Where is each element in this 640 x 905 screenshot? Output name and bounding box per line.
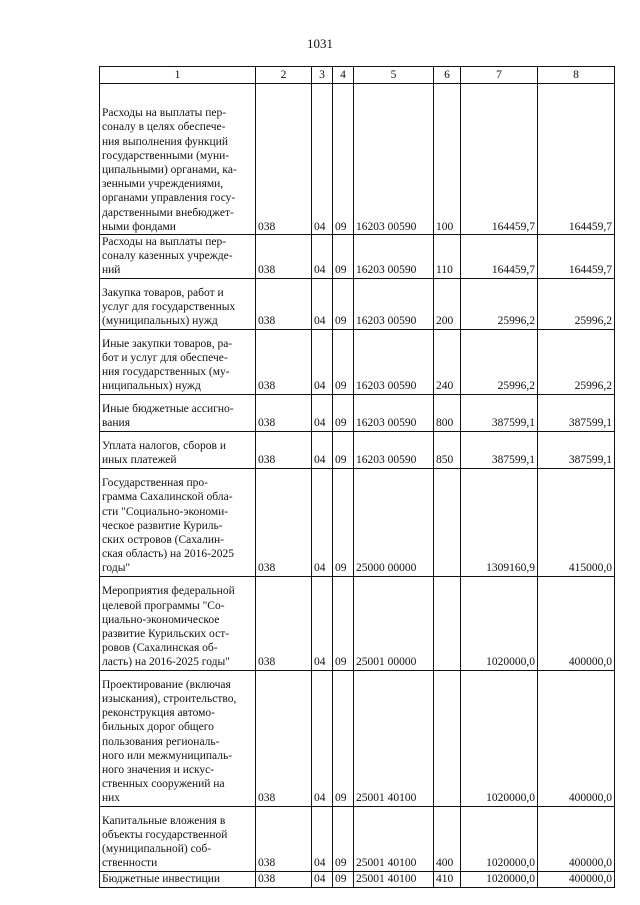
cell-sum-2: 400000,0 (538, 806, 615, 871)
cell-ministry-code: 038 (256, 329, 312, 394)
cell-target-article-code: 16203 00590 (354, 329, 434, 394)
cell-ministry-code: 038 (256, 576, 312, 670)
cell-section-code: 04 (312, 670, 333, 806)
cell-name: Государственная про- грамма Сахалинской обла- сти "Социально-экономи- ческое развитие Куриль- ских островов (Сахалин- ская область) на 2016-2025 годы" (100, 468, 256, 576)
cell-sum-2: 415000,0 (538, 468, 615, 576)
cell-sum-1: 387599,1 (461, 394, 538, 431)
cell-ministry-code: 038 (256, 806, 312, 871)
cell-sum-2: 387599,1 (538, 394, 615, 431)
cell-sum-1: 25996,2 (461, 278, 538, 329)
table-row (100, 576, 615, 670)
header-cell-sum-1: 7 (461, 67, 538, 84)
page-number: 1031 (307, 36, 333, 51)
cell-section-code: 04 (312, 468, 333, 576)
cell-sum-1: 1309160,9 (461, 468, 538, 576)
cell-ministry-code: 038 (256, 431, 312, 468)
cell-sum-1: 1020000,0 (461, 806, 538, 871)
cell-section-code: 04 (312, 871, 333, 887)
cell-section-code: 04 (312, 235, 333, 279)
cell-ministry-code: 038 (256, 278, 312, 329)
header-cell-expense-type: 6 (434, 67, 461, 84)
cell-sum-1: 164459,7 (461, 84, 538, 235)
cell-expense-type-code (434, 670, 461, 806)
cell-target-article-code: 25001 40100 (354, 806, 434, 871)
cell-sum-1: 1020000,0 (461, 576, 538, 670)
cell-section-code: 04 (312, 278, 333, 329)
cell-subsection-code: 09 (333, 84, 354, 235)
cell-target-article-code: 16203 00590 (354, 235, 434, 279)
cell-expense-type-code: 200 (434, 278, 461, 329)
header-cell-ministry: 2 (256, 67, 312, 84)
cell-ministry-code: 038 (256, 468, 312, 576)
cell-target-article-code: 16203 00590 (354, 394, 434, 431)
cell-sum-1: 1020000,0 (461, 670, 538, 806)
cell-subsection-code: 09 (333, 806, 354, 871)
cell-target-article-code: 16203 00590 (354, 278, 434, 329)
cell-section-code: 04 (312, 84, 333, 235)
cell-expense-type-code: 410 (434, 871, 461, 887)
table-row (100, 871, 615, 887)
cell-section-code: 04 (312, 806, 333, 871)
cell-expense-type-code: 400 (434, 806, 461, 871)
cell-section-code: 04 (312, 329, 333, 394)
cell-expense-type-code: 100 (434, 84, 461, 235)
header-row (100, 67, 615, 84)
cell-sum-2: 400000,0 (538, 576, 615, 670)
table-row (100, 670, 615, 806)
cell-sum-2: 400000,0 (538, 871, 615, 887)
table-row (100, 431, 615, 468)
header-cell-target-article: 5 (354, 67, 434, 84)
cell-expense-type-code: 800 (434, 394, 461, 431)
table-body (100, 84, 615, 888)
table-row (100, 468, 615, 576)
cell-sum-2: 164459,7 (538, 235, 615, 279)
header-cell-section: 3 (312, 67, 333, 84)
cell-sum-2: 25996,2 (538, 278, 615, 329)
cell-subsection-code: 09 (333, 431, 354, 468)
cell-expense-type-code: 850 (434, 431, 461, 468)
cell-subsection-code: 09 (333, 576, 354, 670)
cell-target-article-code: 25001 00000 (354, 576, 434, 670)
table-row (100, 278, 615, 329)
cell-subsection-code: 09 (333, 329, 354, 394)
cell-target-article-code: 16203 00590 (354, 84, 434, 235)
cell-sum-1: 387599,1 (461, 431, 538, 468)
cell-subsection-code: 09 (333, 394, 354, 431)
cell-name: Бюджетные инвестиции (100, 871, 256, 887)
cell-target-article-code: 16203 00590 (354, 431, 434, 468)
cell-name: Капитальные вложения в объекты государственной (муниципальной) соб- ственности (100, 806, 256, 871)
cell-sum-2: 164459,7 (538, 84, 615, 235)
header-cell-name: 1 (100, 67, 256, 84)
cell-ministry-code: 038 (256, 84, 312, 235)
cell-sum-1: 25996,2 (461, 329, 538, 394)
cell-expense-type-code (434, 576, 461, 670)
cell-name: Уплата налогов, сборов и иных платежей (100, 431, 256, 468)
cell-expense-type-code: 240 (434, 329, 461, 394)
cell-subsection-code: 09 (333, 871, 354, 887)
cell-sum-1: 1020000,0 (461, 871, 538, 887)
cell-name: Расходы на выплаты пер- соналу казенных учрежде- ний (100, 235, 256, 279)
table-row (100, 84, 615, 235)
cell-subsection-code: 09 (333, 670, 354, 806)
budget-table (99, 66, 615, 888)
cell-name: Мероприятия федеральной целевой программы "Со- циально-экономическое развитие Курильских ост- ровов (Сахалинская об- ласть) на 2016-2025 годы" (100, 576, 256, 670)
cell-subsection-code: 09 (333, 278, 354, 329)
cell-name: Проектирование (включая изыскания), строительство, реконструкция автомо- бильных дорог общего пользования региональ- ного или межмуниципаль- ного значения и искус- ственных сооружений на них (100, 670, 256, 806)
header-cell-subsection: 4 (333, 67, 354, 84)
cell-section-code: 04 (312, 394, 333, 431)
cell-name: Иные закупки товаров, ра- бот и услуг для обеспече- ния государственных (му- ниципальных) нужд (100, 329, 256, 394)
cell-ministry-code: 038 (256, 235, 312, 279)
cell-subsection-code: 09 (333, 235, 354, 279)
cell-ministry-code: 038 (256, 670, 312, 806)
table-row (100, 329, 615, 394)
cell-target-article-code: 25001 40100 (354, 670, 434, 806)
cell-name: Закупка товаров, работ и услуг для государственных (муниципальных) нужд (100, 278, 256, 329)
cell-sum-2: 387599,1 (538, 431, 615, 468)
cell-name: Иные бюджетные ассигно- вания (100, 394, 256, 431)
cell-subsection-code: 09 (333, 468, 354, 576)
cell-ministry-code: 038 (256, 871, 312, 887)
table-row (100, 806, 615, 871)
cell-section-code: 04 (312, 576, 333, 670)
cell-sum-2: 25996,2 (538, 329, 615, 394)
cell-sum-1: 164459,7 (461, 235, 538, 279)
table-row (100, 394, 615, 431)
cell-target-article-code: 25000 00000 (354, 468, 434, 576)
header-cell-sum-2: 8 (538, 67, 615, 84)
cell-section-code: 04 (312, 431, 333, 468)
cell-sum-2: 400000,0 (538, 670, 615, 806)
cell-ministry-code: 038 (256, 394, 312, 431)
cell-expense-type-code (434, 468, 461, 576)
cell-expense-type-code: 110 (434, 235, 461, 279)
table-row (100, 235, 615, 279)
cell-name: Расходы на выплаты пер- соналу в целях обеспече- ния выполнения функций государственными (муни- ципальными) органами, ка- зенными учреждениями, органами управления госу- дарственными внебюджет- ными фондами (100, 84, 256, 235)
cell-target-article-code: 25001 40100 (354, 871, 434, 887)
